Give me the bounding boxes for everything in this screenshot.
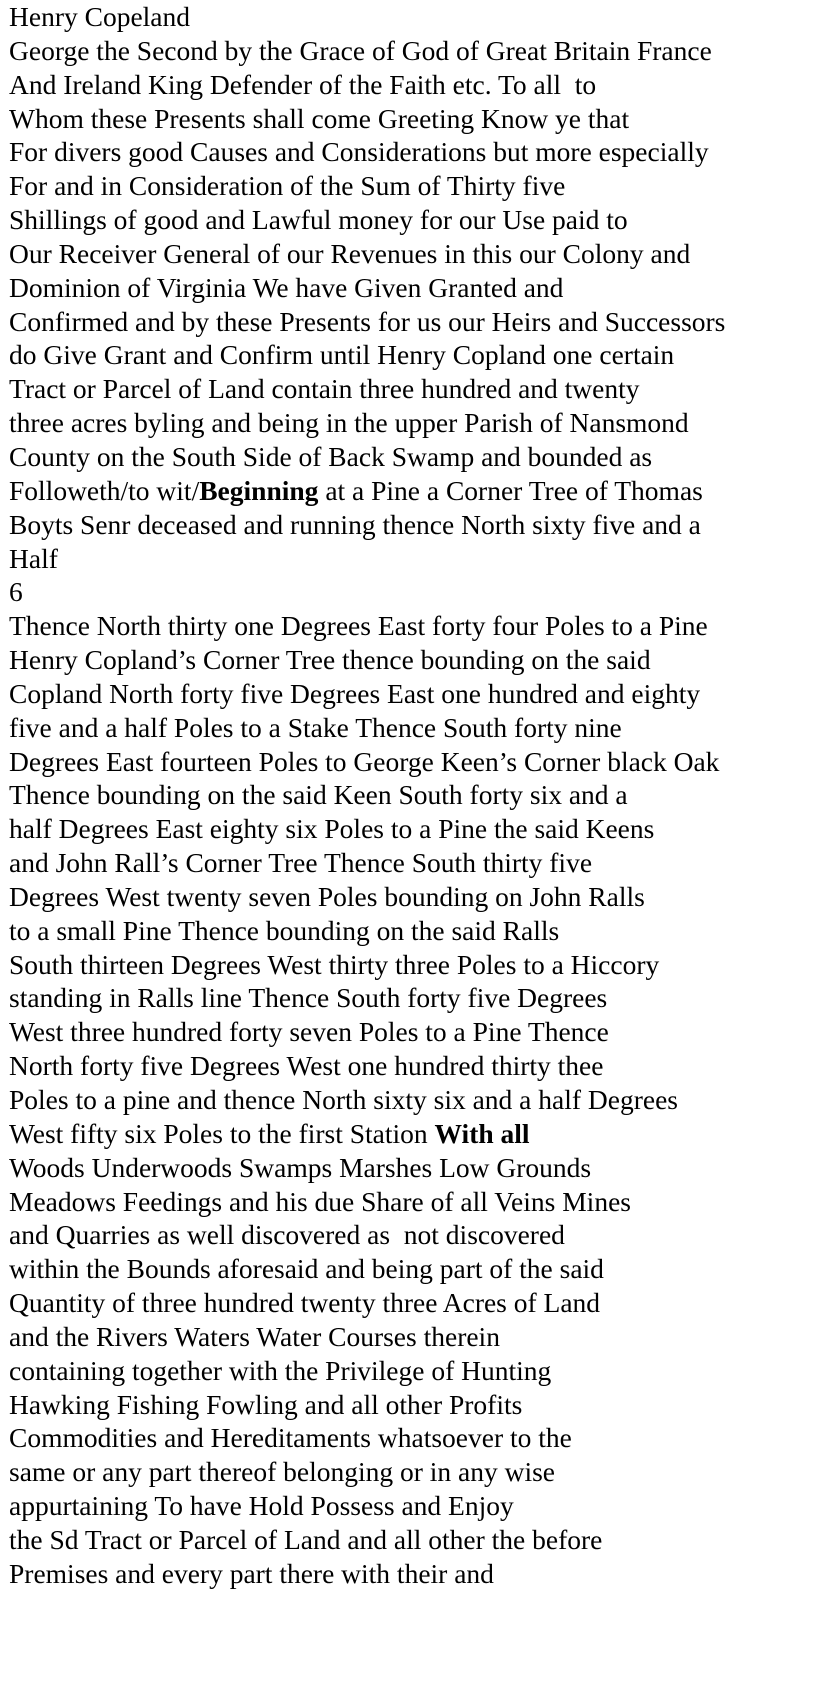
- text-line: For divers good Causes and Considerations but more especially: [9, 136, 709, 168]
- text-line: Confirmed and by these Presents for us our Heirs and Successors: [9, 305, 726, 337]
- text-line: Tract or Parcel of Land contain three hundred and twenty: [9, 373, 640, 405]
- text-line: within the Bounds aforesaid and being part of the said: [9, 1253, 604, 1285]
- text-line: Poles to a pine and thence North sixty six and a half Degrees: [9, 1084, 678, 1115]
- text-line: and the Rivers Waters Water Courses therein: [9, 1320, 500, 1352]
- heading-name: Henry Copeland: [9, 1, 190, 32]
- text-line: Thence bounding on the said Keen South forty six and a: [9, 779, 628, 811]
- text-line: And Ireland King Defender of the Faith etc. To all to: [9, 68, 597, 100]
- text-line: the Sd Tract or Parcel of Land and all other the before: [9, 1523, 603, 1555]
- text-line: Boyts Senr deceased and running thence North sixty five and a: [9, 508, 701, 540]
- text-line: Henry Copland’s Corner Tree thence bounding on the said: [9, 644, 651, 676]
- text-segment: at a Pine a Corner Tree of Thomas: [318, 474, 703, 506]
- text-line: five and a half Poles to a Stake Thence South forty nine: [9, 711, 622, 743]
- text-line: same or any part thereof belonging or in any wise: [9, 1456, 556, 1488]
- text-line: appurtaining To have Hold Possess and Enjoy: [9, 1490, 514, 1522]
- text-line: Degrees West twenty seven Poles bounding on John Ralls: [9, 880, 645, 912]
- text-line: Meadows Feedings and his due Share of all Veins Mines: [9, 1185, 631, 1217]
- text-line: County on the South Side of Back Swamp and bounded as: [9, 440, 653, 472]
- text-segment: Followeth/to wit/: [9, 474, 200, 506]
- text-line: to a small Pine Thence bounding on the said Ralls: [9, 914, 560, 946]
- text-line: [9, 474, 836, 508]
- text-line: Whom these Presents shall come Greeting Know ye that: [9, 102, 630, 134]
- text-line: Quantity of three hundred twenty three Acres of Land: [9, 1287, 601, 1319]
- text-line: three acres byling and being in the upper Parish of Nansmond: [9, 407, 689, 439]
- text-line: and Quarries as well discovered as not discovered: [9, 1219, 565, 1251]
- bold-keyword: With all: [434, 1117, 530, 1149]
- text-line: Half: [9, 542, 58, 574]
- text-line: Commodities and Hereditaments whatsoever to the: [9, 1422, 572, 1454]
- text-line: Hawking Fishing Fowling and all other Profits: [9, 1388, 523, 1420]
- text-line: and John Rall’s Corner Tree Thence South thirty five: [9, 847, 593, 879]
- text-line: Premises and every part there with their and: [9, 1557, 494, 1589]
- text-line: George the Second by the Grace of God of Great Britain France: [9, 34, 712, 66]
- page-number: 6: [9, 576, 23, 608]
- text-line: West three hundred forty seven Poles to a Pine Thence: [9, 1016, 609, 1048]
- text-line: half Degrees East eighty six Poles to a Pine the said Keens: [9, 813, 655, 845]
- text-line: containing together with the Privilege of Hunting: [9, 1354, 552, 1386]
- text-line: North forty five Degrees West one hundred thirty thee: [9, 1050, 604, 1082]
- text-line: [9, 1117, 836, 1151]
- text-line: Degrees East fourteen Poles to George Keen’s Corner black Oak: [9, 745, 720, 777]
- text-line: Copland North forty five Degrees East one hundred and eighty: [9, 677, 701, 709]
- text-line: Shillings of good and Lawful money for our Use paid to: [9, 204, 628, 236]
- text-line: Dominion of Virginia We have Given Granted and: [9, 271, 564, 303]
- text-line: Thence North thirty one Degrees East forty four Poles to a Pine: [9, 610, 708, 642]
- bold-keyword: Beginning: [199, 474, 319, 506]
- text-line: do Give Grant and Confirm until Henry Copland one certain: [9, 339, 675, 371]
- text-line: For and in Consideration of the Sum of Thirty five: [9, 170, 566, 202]
- text-line: Our Receiver General of our Revenues in this our Colony and: [9, 237, 691, 269]
- text-line: standing in Ralls line Thence South forty five Degrees: [9, 982, 608, 1014]
- text-segment: West fifty six Poles to the first Station: [9, 1117, 435, 1149]
- text-line: Woods Underwoods Swamps Marshes Low Grounds: [9, 1151, 592, 1183]
- text-line: South thirteen Degrees West thirty three Poles to a Hiccory: [9, 948, 660, 980]
